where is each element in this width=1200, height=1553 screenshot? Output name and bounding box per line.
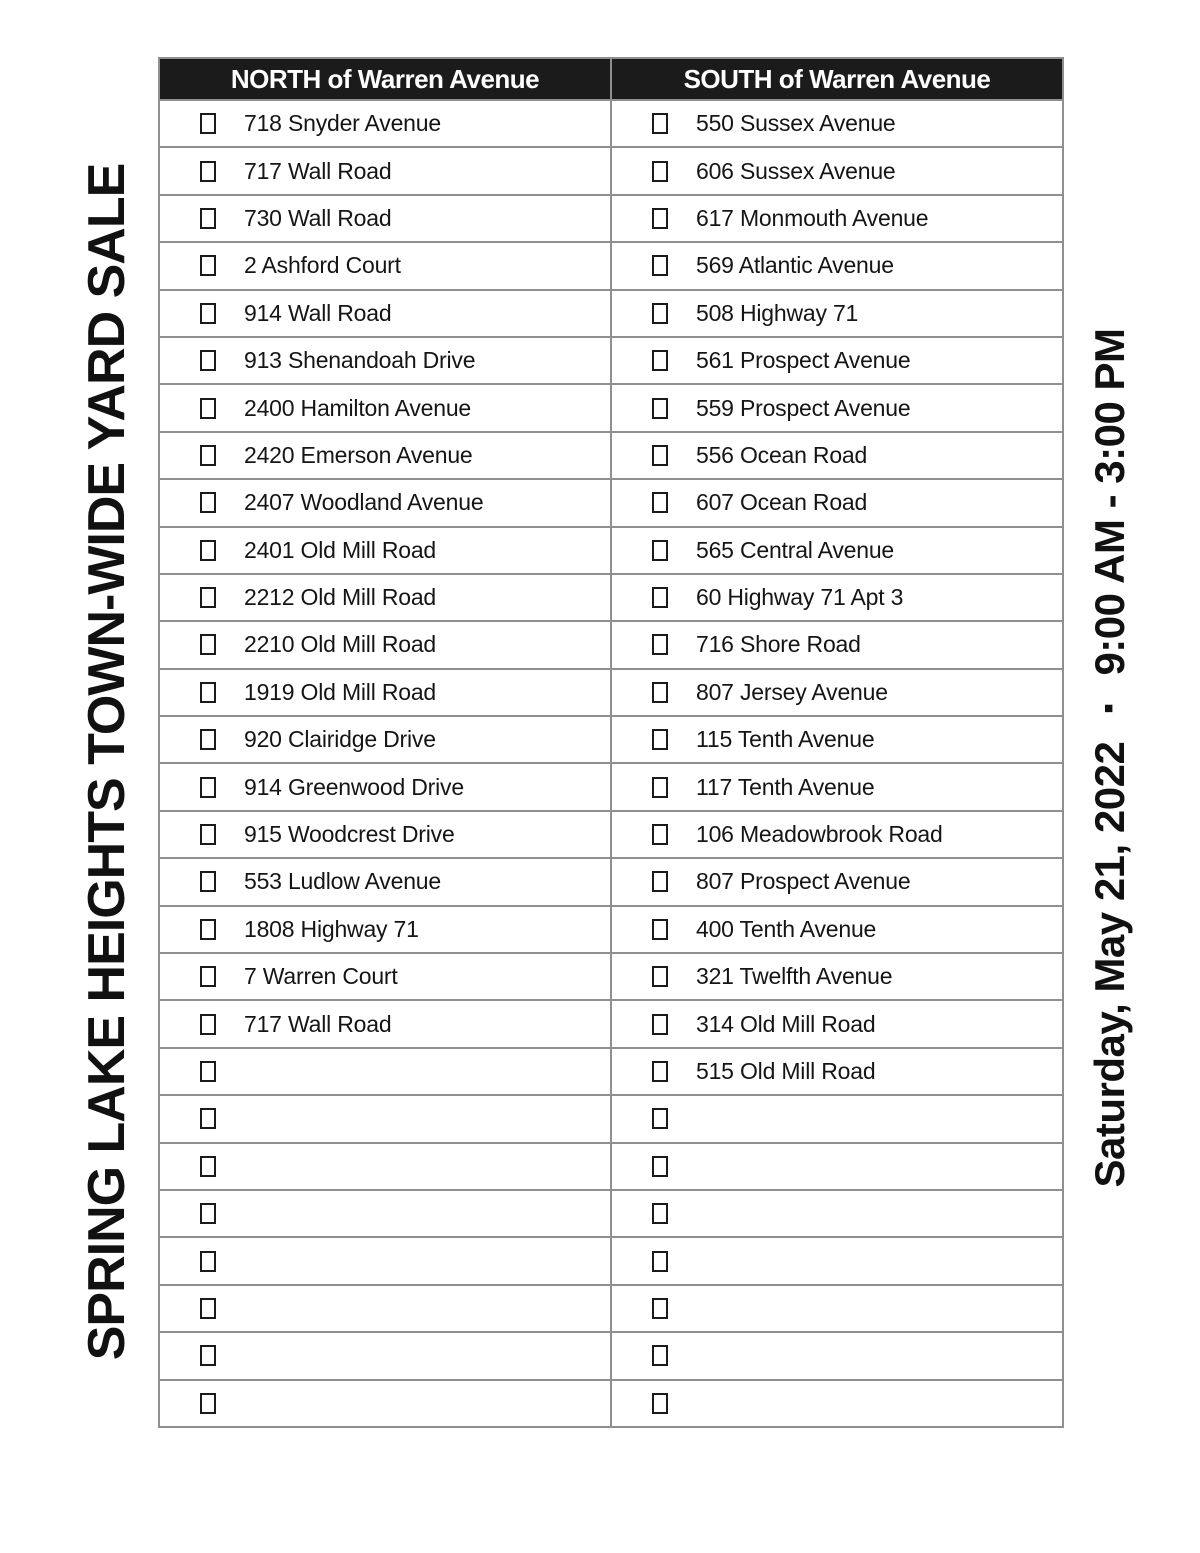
table-row xyxy=(612,1236,1062,1283)
table-row xyxy=(160,762,610,809)
address-label: 717 Wall Road xyxy=(244,157,392,184)
checkbox[interactable] xyxy=(652,1345,668,1366)
table-row xyxy=(612,146,1062,193)
checkbox[interactable] xyxy=(200,255,216,276)
address-label: 550 Sussex Avenue xyxy=(696,110,896,137)
address-label: 400 Tenth Avenue xyxy=(696,915,877,942)
table-row xyxy=(160,857,610,904)
column-south-rows xyxy=(612,99,1062,1426)
address-label: 914 Wall Road xyxy=(244,299,392,326)
table-row xyxy=(160,383,610,430)
checkbox[interactable] xyxy=(652,1393,668,1414)
table-row xyxy=(160,1142,610,1189)
checkbox[interactable] xyxy=(652,1108,668,1129)
checkbox[interactable] xyxy=(200,1061,216,1082)
checkbox[interactable] xyxy=(200,824,216,845)
table-row xyxy=(160,620,610,667)
table-row xyxy=(160,1094,610,1141)
checkbox[interactable] xyxy=(200,1345,216,1366)
checkbox[interactable] xyxy=(652,208,668,229)
checkbox[interactable] xyxy=(652,255,668,276)
checkbox[interactable] xyxy=(652,1251,668,1272)
checkbox[interactable] xyxy=(200,634,216,655)
column-south xyxy=(610,59,1062,1426)
column-north-header: NORTH of Warren Avenue xyxy=(160,59,610,99)
table-row xyxy=(612,1379,1062,1426)
table-row xyxy=(612,762,1062,809)
checkbox[interactable] xyxy=(200,777,216,798)
checkbox[interactable] xyxy=(200,871,216,892)
address-label: 106 Meadowbrook Road xyxy=(696,821,943,848)
address-label: 730 Wall Road xyxy=(244,204,392,231)
address-label: 7 Warren Court xyxy=(244,963,398,990)
address-label: 717 Wall Road xyxy=(244,1010,392,1037)
checkbox[interactable] xyxy=(200,492,216,513)
address-label: 716 Shore Road xyxy=(696,631,861,658)
address-label: 607 Ocean Road xyxy=(696,489,868,516)
event-datetime xyxy=(1086,329,1134,1188)
table-row xyxy=(160,1379,610,1426)
checkbox[interactable] xyxy=(652,1298,668,1319)
table-row xyxy=(612,241,1062,288)
table-row xyxy=(612,905,1062,952)
table-row xyxy=(160,668,610,715)
checkbox[interactable] xyxy=(200,445,216,466)
address-label: 508 Highway 71 xyxy=(696,299,859,326)
checkbox[interactable] xyxy=(200,966,216,987)
address-label: 913 Shenandoah Drive xyxy=(244,347,476,374)
table-row xyxy=(160,999,610,1046)
table-row xyxy=(612,1189,1062,1236)
checkbox[interactable] xyxy=(200,1393,216,1414)
checkbox[interactable] xyxy=(652,1014,668,1035)
checkbox[interactable] xyxy=(652,587,668,608)
table-row xyxy=(612,1142,1062,1189)
address-label: 1808 Highway 71 xyxy=(244,915,419,942)
address-label: 2210 Old Mill Road xyxy=(244,631,437,658)
checkbox[interactable] xyxy=(652,1061,668,1082)
table-row xyxy=(160,194,610,241)
table-row xyxy=(612,383,1062,430)
checkbox[interactable] xyxy=(652,777,668,798)
table-row xyxy=(612,620,1062,667)
table-row xyxy=(612,668,1062,715)
address-label: 2420 Emerson Avenue xyxy=(244,441,473,468)
table-row xyxy=(160,526,610,573)
address-label: 718 Snyder Avenue xyxy=(244,110,441,137)
checkbox[interactable] xyxy=(652,966,668,987)
checkbox[interactable] xyxy=(652,445,668,466)
table-row xyxy=(160,289,610,336)
checkbox[interactable] xyxy=(652,919,668,940)
table-row xyxy=(160,573,610,620)
address-label: 556 Ocean Road xyxy=(696,441,868,468)
checkbox[interactable] xyxy=(200,161,216,182)
checkbox[interactable] xyxy=(200,1108,216,1129)
checkbox[interactable] xyxy=(652,398,668,419)
checkbox[interactable] xyxy=(652,871,668,892)
checkbox[interactable] xyxy=(652,682,668,703)
page-title-text: SPRING LAKE HEIGHTS TOWN-WIDE YARD SALE xyxy=(78,163,136,1361)
table-row xyxy=(160,1236,610,1283)
address-label: 559 Prospect Avenue xyxy=(696,394,911,421)
checkbox[interactable] xyxy=(652,729,668,750)
address-label: 617 Monmouth Avenue xyxy=(696,204,929,231)
checkbox[interactable] xyxy=(652,350,668,371)
address-label: 920 Clairidge Drive xyxy=(244,726,436,753)
address-label: 117 Tenth Avenue xyxy=(696,773,875,800)
table-row xyxy=(160,1331,610,1378)
checkbox[interactable] xyxy=(200,729,216,750)
checkbox[interactable] xyxy=(652,1203,668,1224)
checkbox[interactable] xyxy=(200,1251,216,1272)
table-row xyxy=(612,857,1062,904)
checkbox[interactable] xyxy=(200,208,216,229)
address-label: 2400 Hamilton Avenue xyxy=(244,394,472,421)
checkbox[interactable] xyxy=(652,492,668,513)
column-north xyxy=(160,59,610,1426)
checkbox[interactable] xyxy=(200,1156,216,1177)
table-row xyxy=(612,952,1062,999)
table-row xyxy=(612,1284,1062,1331)
table-row xyxy=(160,336,610,383)
table-row xyxy=(160,1189,610,1236)
checkbox[interactable] xyxy=(200,919,216,940)
address-label: 115 Tenth Avenue xyxy=(696,726,875,753)
table-row xyxy=(160,952,610,999)
table-row xyxy=(612,478,1062,525)
checkbox[interactable] xyxy=(200,1014,216,1035)
table-row xyxy=(160,810,610,857)
address-label: 915 Woodcrest Drive xyxy=(244,821,455,848)
address-label: 807 Jersey Avenue xyxy=(696,678,888,705)
column-north-rows xyxy=(160,99,610,1426)
table-row xyxy=(160,99,610,146)
checkbox[interactable] xyxy=(200,682,216,703)
checkbox[interactable] xyxy=(652,161,668,182)
address-label: 314 Old Mill Road xyxy=(696,1010,876,1037)
address-label: 2401 Old Mill Road xyxy=(244,536,437,563)
column-south-header: SOUTH of Warren Avenue xyxy=(612,59,1062,99)
address-label: 321 Twelfth Avenue xyxy=(696,963,893,990)
table-row xyxy=(160,241,610,288)
table-row xyxy=(612,715,1062,762)
table-row xyxy=(612,99,1062,146)
checkbox[interactable] xyxy=(200,350,216,371)
address-label: 2 Ashford Court xyxy=(244,252,401,279)
checkbox[interactable] xyxy=(200,398,216,419)
checkbox[interactable] xyxy=(200,540,216,561)
address-label: 515 Old Mill Road xyxy=(696,1058,876,1084)
address-label: 553 Ludlow Avenue xyxy=(244,868,441,895)
table-row xyxy=(612,194,1062,241)
checkbox[interactable] xyxy=(652,634,668,655)
table-row xyxy=(612,573,1062,620)
address-label: 569 Atlantic Avenue xyxy=(696,252,894,279)
checkbox[interactable] xyxy=(652,113,668,134)
table-row xyxy=(160,146,610,193)
checkbox[interactable] xyxy=(200,303,216,324)
address-label: 561 Prospect Avenue xyxy=(696,347,911,374)
table-row xyxy=(612,999,1062,1046)
checkbox[interactable] xyxy=(652,540,668,561)
checkbox[interactable] xyxy=(200,113,216,134)
table-row xyxy=(160,715,610,762)
address-label: 2407 Woodland Avenue xyxy=(244,489,484,516)
table-row xyxy=(612,526,1062,573)
checkbox[interactable] xyxy=(652,1156,668,1177)
checkbox[interactable] xyxy=(652,824,668,845)
checkbox[interactable] xyxy=(200,1203,216,1224)
address-label: 807 Prospect Avenue xyxy=(696,868,911,895)
table-row xyxy=(612,336,1062,383)
page-title xyxy=(77,164,137,1361)
checkbox[interactable] xyxy=(200,1298,216,1319)
event-date: Saturday, May 21, 2022 xyxy=(1086,741,1133,1188)
address-label: 1919 Old Mill Road xyxy=(244,678,437,705)
address-label: 565 Central Avenue xyxy=(696,536,895,563)
table-row xyxy=(612,1331,1062,1378)
address-label: 60 Highway 71 Apt 3 xyxy=(696,584,904,611)
table-row xyxy=(612,1047,1062,1094)
table-row xyxy=(612,431,1062,478)
address-checklist-table xyxy=(158,57,1064,1428)
event-time: 9:00 AM - 3:00 PM xyxy=(1086,328,1133,676)
checkbox[interactable] xyxy=(652,303,668,324)
table-row xyxy=(612,810,1062,857)
table-row xyxy=(160,1284,610,1331)
table-row xyxy=(160,431,610,478)
table-row xyxy=(160,905,610,952)
table-row xyxy=(612,1094,1062,1141)
address-label: 2212 Old Mill Road xyxy=(244,584,437,611)
bullet-separator-icon: ▪ xyxy=(1092,703,1125,714)
address-label: 914 Greenwood Drive xyxy=(244,773,464,800)
table-row xyxy=(160,1047,610,1094)
address-label: 606 Sussex Avenue xyxy=(696,157,896,184)
checkbox[interactable] xyxy=(200,587,216,608)
table-row xyxy=(160,478,610,525)
table-row xyxy=(612,289,1062,336)
